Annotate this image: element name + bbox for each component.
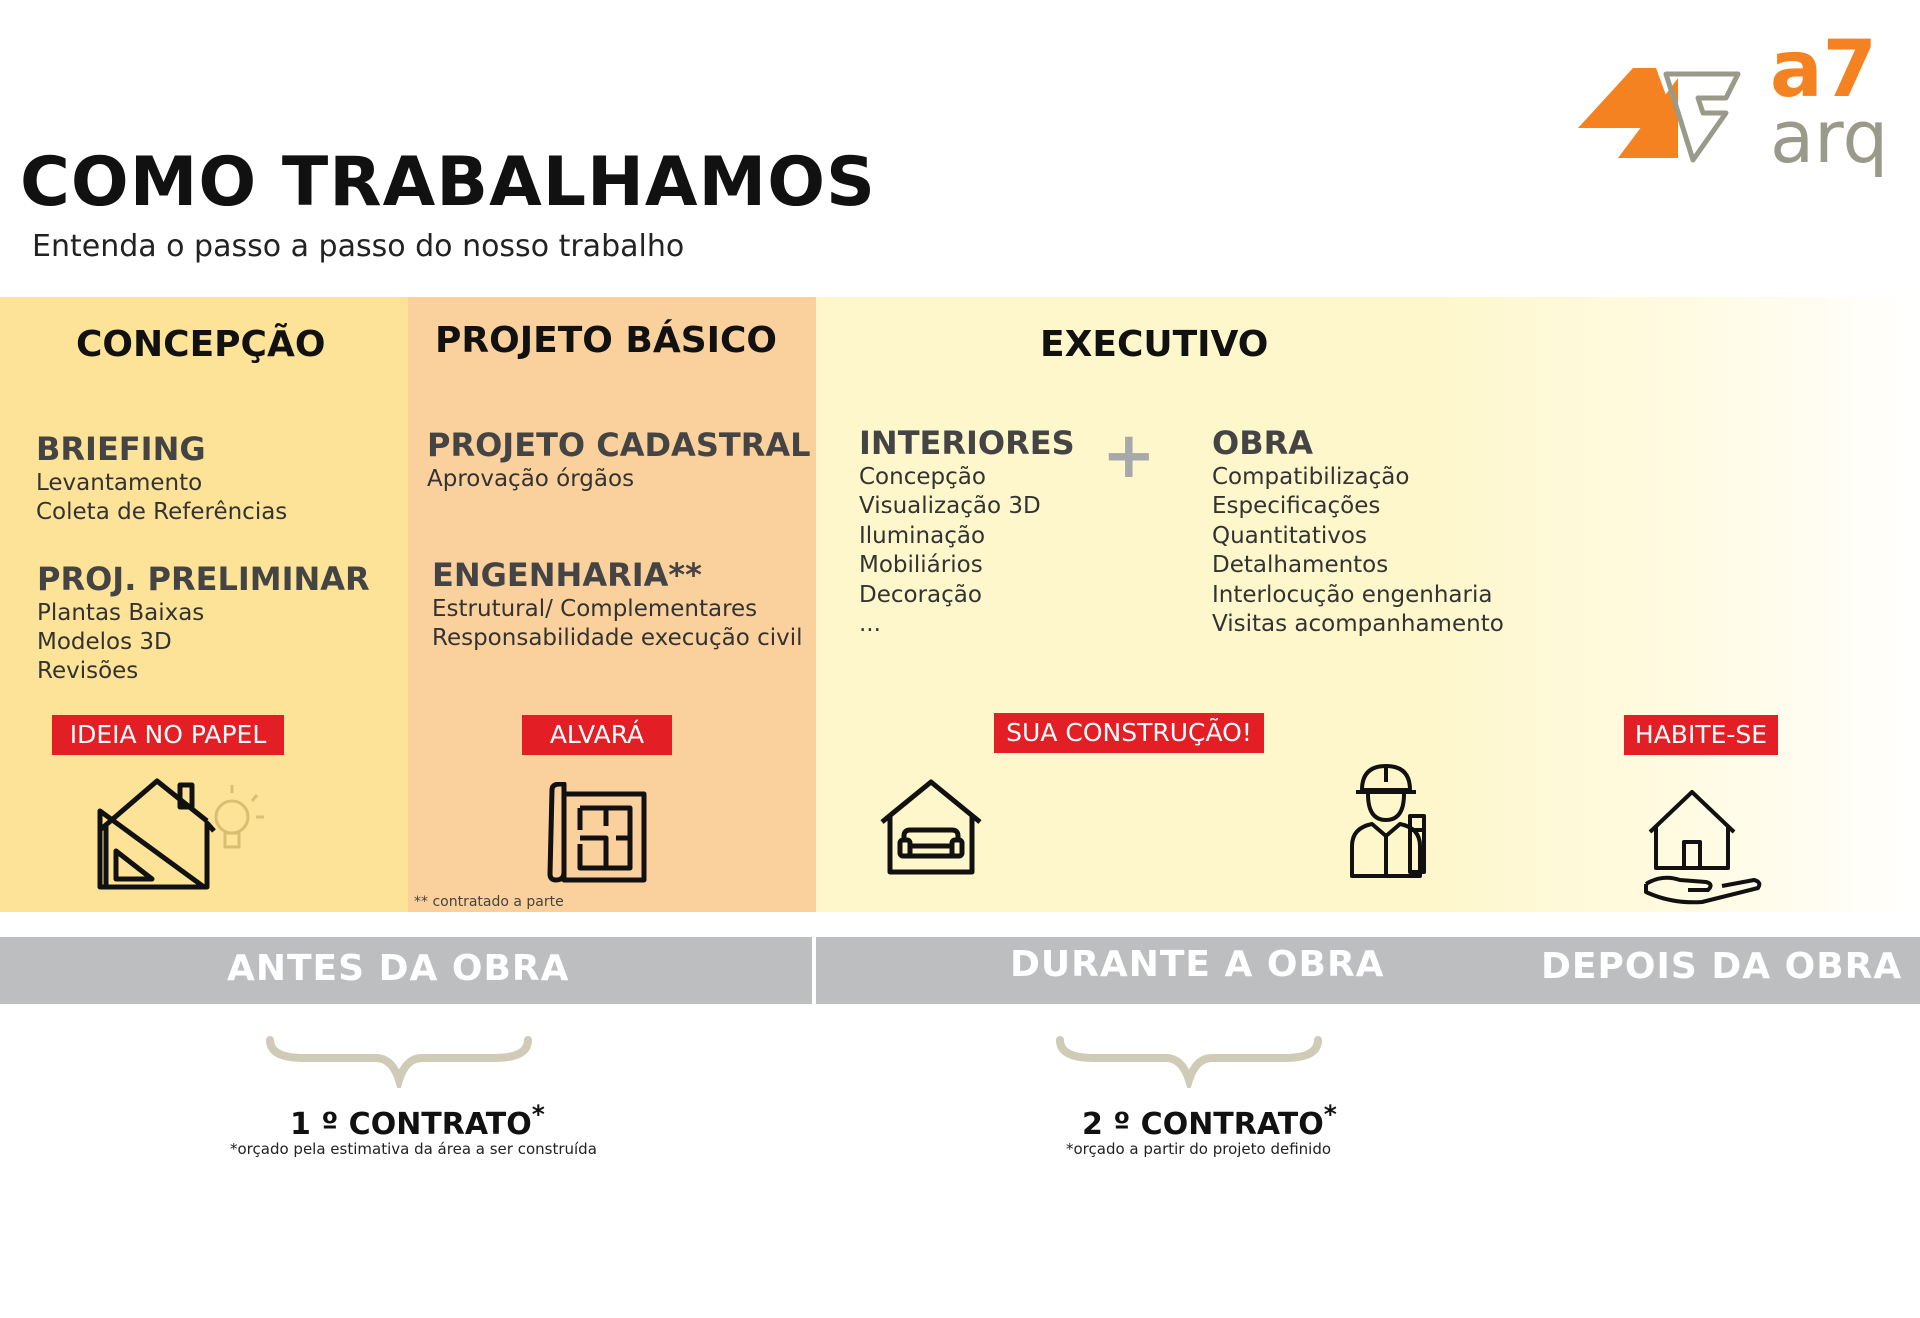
durante-a-obra-label: DURANTE A OBRA <box>1010 944 1385 985</box>
list-item: Responsabilidade execução civil <box>432 625 803 651</box>
concepcao-title: CONCEPÇÃO <box>76 324 326 365</box>
executivo-title: EXECUTIVO <box>1040 324 1269 365</box>
list-item: ... <box>859 611 881 637</box>
list-item: Mobiliários <box>859 552 983 578</box>
list-item: Detalhamentos <box>1212 552 1389 578</box>
list-item: Compatibilização <box>1212 464 1410 490</box>
blueprint-icon <box>546 782 650 884</box>
projeto-basico-title: PROJETO BÁSICO <box>435 320 778 361</box>
antes-da-obra-label: ANTES DA OBRA <box>227 948 570 989</box>
list-item: Levantamento <box>36 470 203 496</box>
projeto-cadastral-title: PROJETO CADASTRAL <box>427 426 811 464</box>
list-item: Aprovação órgãos <box>427 466 635 492</box>
list-item: Concepção <box>859 464 986 490</box>
list-item: Modelos 3D <box>37 629 172 655</box>
page-subtitle: Entenda o passo a passo do nosso trabalho <box>32 229 685 264</box>
list-item: Especificações <box>1212 493 1381 519</box>
brace-icon <box>1054 1036 1324 1088</box>
list-item: Iluminação <box>859 523 986 549</box>
contract-2-label <box>1082 1100 1337 1142</box>
a7-arq-logo <box>1578 25 1898 198</box>
house-drafting-icon <box>92 775 272 895</box>
construction-worker-icon <box>1348 760 1428 880</box>
list-item: Revisões <box>37 658 139 684</box>
list-item: Coleta de Referências <box>36 499 288 525</box>
contract-1-label <box>290 1100 545 1142</box>
list-item: Visualização 3D <box>859 493 1041 519</box>
habite-se-tag: HABITE-SE <box>1624 715 1778 755</box>
obra-title: OBRA <box>1212 424 1313 462</box>
contract-2-note: *orçado a partir do projeto definido <box>1066 1140 1332 1158</box>
briefing-title: BRIEFING <box>36 430 206 468</box>
interiores-title: INTERIORES <box>859 424 1075 462</box>
contract-star: * <box>531 1100 545 1129</box>
list-item: Interlocução engenharia <box>1212 582 1493 608</box>
house-sofa-icon <box>878 778 984 878</box>
contract-label: 2 º CONTRATO <box>1082 1107 1324 1142</box>
ideia-no-papel-tag: IDEIA NO PAPEL <box>52 715 284 755</box>
list-item: Quantitativos <box>1212 523 1367 549</box>
list-item: Visitas acompanhamento <box>1212 611 1504 637</box>
plus-icon: + <box>1102 419 1156 493</box>
logo-text-a7: a7 <box>1770 25 1877 115</box>
list-item: Decoração <box>859 582 982 608</box>
list-item: Plantas Baixas <box>37 600 205 626</box>
contract-label: 1 º CONTRATO <box>290 1107 532 1142</box>
list-item: Estrutural/ Complementares <box>432 596 758 622</box>
depois-da-obra-label: DEPOIS DA OBRA <box>1541 946 1903 987</box>
engenharia-title: ENGENHARIA** <box>432 556 702 594</box>
sua-construcao-tag: SUA CONSTRUÇÃO! <box>994 713 1264 753</box>
page-title: COMO TRABALHAMOS <box>20 143 877 222</box>
logo-text-arq: arq <box>1770 95 1889 179</box>
alvara-tag: ALVARÁ <box>522 715 672 755</box>
contract-1-note: *orçado pela estimativa da área a ser construída <box>230 1140 597 1158</box>
house-in-hand-icon <box>1642 780 1764 908</box>
preliminar-title: PROJ. PRELIMINAR <box>37 560 370 598</box>
contratado-a-parte-note: ** contratado a parte <box>414 894 564 910</box>
contract-star: * <box>1323 1100 1337 1129</box>
brace-icon <box>264 1036 534 1088</box>
